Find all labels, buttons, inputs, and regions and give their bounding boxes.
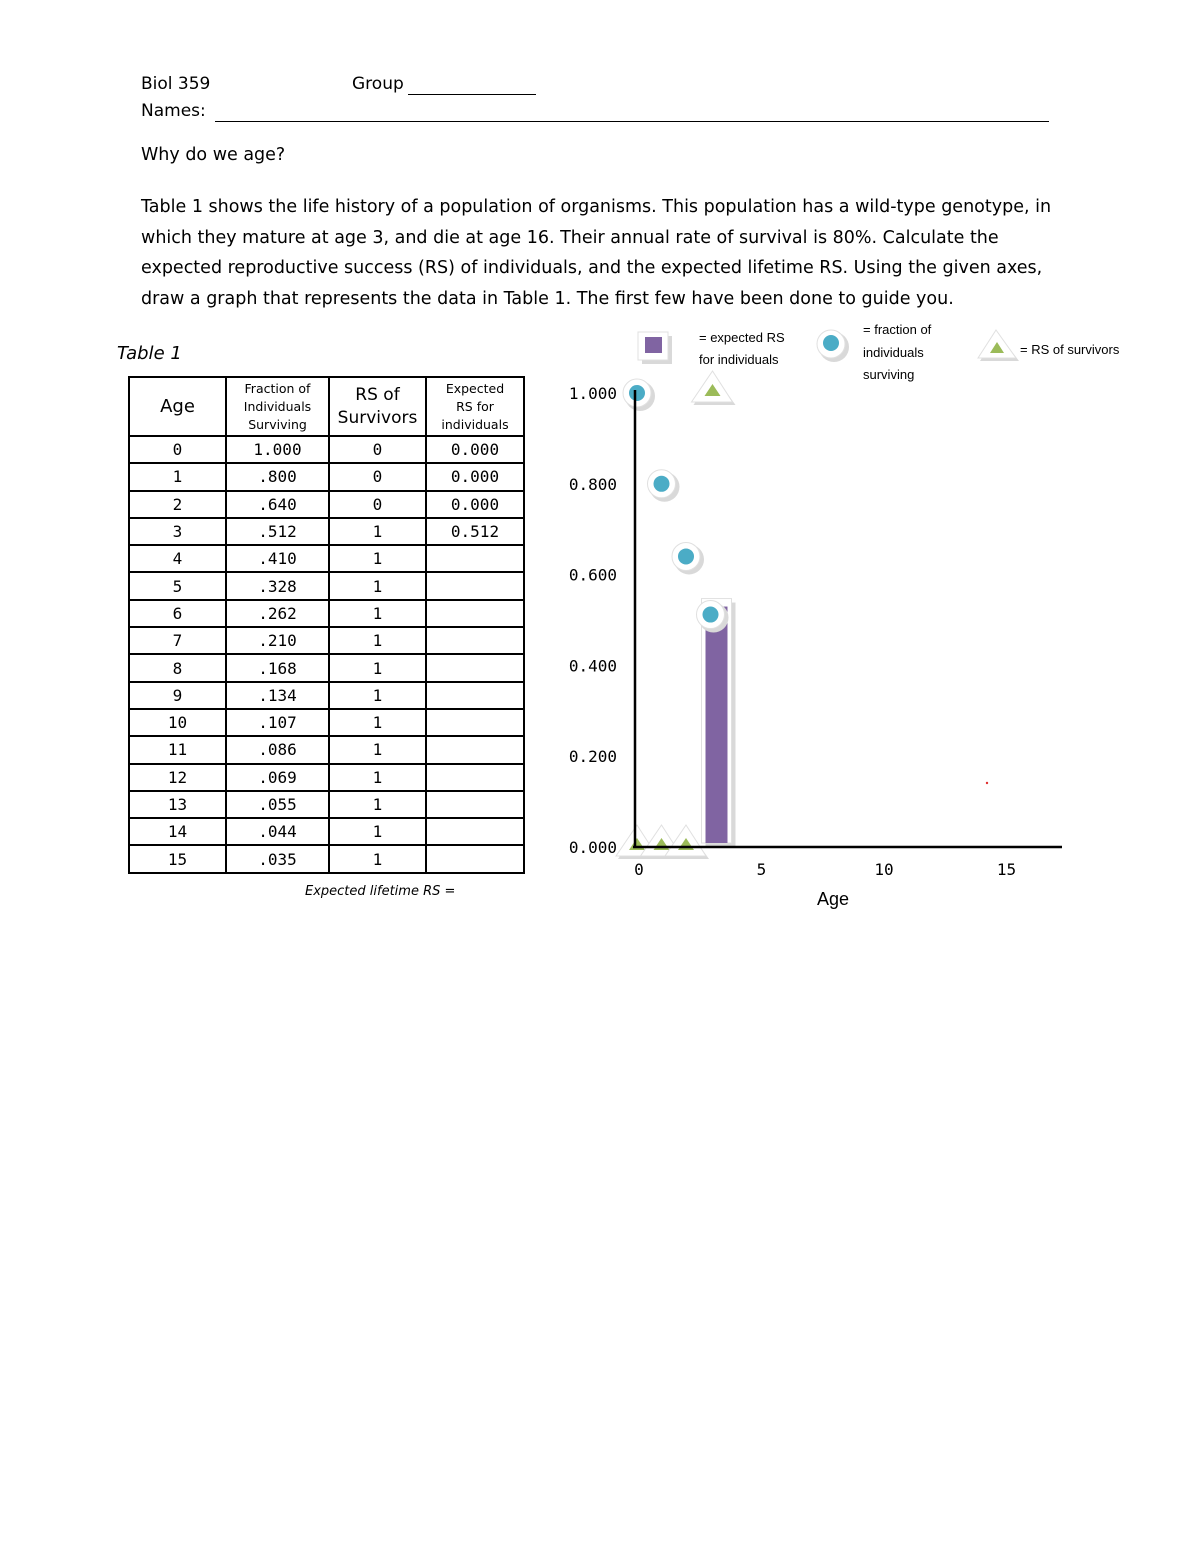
intro-line-1: Table 1 shows the life history of a population of organisms. This population has a wild-type genotype, in [141, 197, 1052, 217]
cell-rs: 1 [329, 627, 426, 654]
x-tick-label: 5 [756, 860, 767, 879]
cell-rs: 1 [329, 764, 426, 791]
cell-fraction: .035 [226, 845, 329, 872]
cell-rs: 1 [329, 736, 426, 763]
names-label: Names: [141, 101, 206, 121]
circle-fraction-surviving [629, 385, 645, 401]
y-tick-label: 0.600 [568, 565, 617, 585]
y-tick-label: 0.200 [568, 747, 617, 767]
bar-expected-rs [706, 607, 728, 843]
cell-rs: 1 [329, 791, 426, 818]
legend-fraction-text-1: = fraction of [863, 322, 932, 337]
header-fraction-l3: Surviving [248, 416, 307, 432]
question-heading: Why do we age? [141, 145, 286, 165]
legend-fraction-text-2: individuals [863, 345, 924, 360]
header-fraction-l2: Individuals [243, 398, 312, 414]
intro-line-3: expected reproductive success (RS) of individuals, and the expected lifetime RS. Using the given axes, [141, 258, 1043, 278]
cell-rs: 0 [329, 463, 426, 490]
cell-fraction: .512 [226, 518, 329, 545]
cell-rs: 0 [329, 491, 426, 518]
circle-fraction-surviving [654, 476, 670, 492]
cell-fraction: .262 [226, 600, 329, 627]
header-rs-l1: RS of [355, 384, 400, 405]
cell-rs: 1 [329, 600, 426, 627]
x-tick-label: 0 [634, 860, 644, 879]
legend-fraction-text-3: surviving [863, 367, 915, 382]
y-tick-label: 0.400 [568, 656, 617, 676]
cell-fraction: .044 [226, 818, 329, 845]
cell-fraction: .640 [226, 491, 329, 518]
cell-rs: 1 [329, 654, 426, 681]
cell-fraction: .328 [226, 572, 329, 599]
cell-expected: 0.512 [426, 518, 524, 545]
x-tick-label: 10 [874, 860, 894, 879]
intro-line-4: draw a graph that represents the data in Table 1. The first few have been done to guide you. [141, 288, 954, 309]
cell-age: 15 [129, 845, 226, 872]
header-exp-l1: Expected [445, 380, 505, 396]
cell-age: 9 [129, 682, 226, 709]
header-exp-l2: RS for [456, 398, 494, 414]
table-caption: Table 1 [117, 343, 182, 364]
cell-fraction: .134 [226, 682, 329, 709]
cell-fraction: 1.000 [226, 436, 329, 463]
cell-age: 12 [129, 764, 226, 791]
y-tick-label: 0.000 [568, 838, 617, 857]
y-tick-label: 0.800 [568, 474, 617, 494]
cell-age: 2 [129, 491, 226, 518]
circle-fraction-surviving [703, 607, 719, 623]
intro-line-2: which they mature at age 3, and die at age 16. Their annual rate of survival is 80%. Calculate the [141, 227, 999, 248]
y-tick-label: 1.000 [568, 384, 617, 403]
cell-rs: 1 [329, 818, 426, 845]
legend-expected-text-1: = expected RS [699, 330, 785, 345]
cell-age: 7 [129, 627, 226, 654]
x-tick-label: 15 [996, 860, 1017, 879]
cell-rs: 1 [329, 545, 426, 572]
cell-age: 4 [129, 545, 226, 572]
legend-expected-text-2: for individuals [699, 352, 779, 367]
x-axis-ticks [634, 860, 1016, 879]
cell-rs: 1 [329, 572, 426, 599]
legend-survivors-text: = RS of survivors [1020, 342, 1120, 357]
x-axis-label: Age [816, 889, 850, 909]
cell-fraction: .410 [226, 545, 329, 572]
cell-rs: 1 [329, 709, 426, 736]
cell-rs: 1 [329, 518, 426, 545]
chart-legend [638, 322, 1120, 382]
cell-age: 13 [129, 791, 226, 818]
cell-age: 0 [129, 436, 226, 463]
stray-dot [986, 782, 988, 784]
lifetime-rs-label: Expected lifetime RS = [305, 884, 456, 899]
cell-age: 14 [129, 818, 226, 845]
header-fraction-l1: Fraction of [244, 380, 311, 396]
cell-fraction: .107 [226, 709, 329, 736]
cell-rs: 1 [329, 845, 426, 872]
cell-age: 1 [129, 463, 226, 490]
cell-fraction: .168 [226, 654, 329, 681]
cell-fraction: .086 [226, 736, 329, 763]
course-title: Biol 359 [141, 74, 211, 94]
cell-age: 10 [129, 709, 226, 736]
header-rs-l2: Survivors [337, 407, 418, 428]
legend-circle-icon [823, 335, 839, 351]
cell-age: 11 [129, 736, 226, 763]
circle-fraction-surviving [678, 548, 694, 564]
y-axis-ticks [569, 384, 617, 857]
cell-expected: 0.000 [426, 463, 524, 490]
cell-age: 6 [129, 600, 226, 627]
cell-age: 3 [129, 518, 226, 545]
header-age: Age [129, 377, 226, 436]
cell-age: 5 [129, 572, 226, 599]
cell-fraction: .210 [226, 627, 329, 654]
cell-age: 8 [129, 654, 226, 681]
cell-expected: 0.000 [426, 491, 524, 518]
cell-rs: 1 [329, 682, 426, 709]
group-label: Group [352, 74, 404, 94]
cell-fraction: .055 [226, 791, 329, 818]
header-exp-l3: individuals [441, 416, 509, 432]
cell-fraction: .800 [226, 463, 329, 490]
cell-fraction: .069 [226, 764, 329, 791]
cell-expected: 0.000 [426, 436, 524, 463]
cell-rs: 0 [329, 436, 426, 463]
legend-square-icon [645, 337, 662, 353]
